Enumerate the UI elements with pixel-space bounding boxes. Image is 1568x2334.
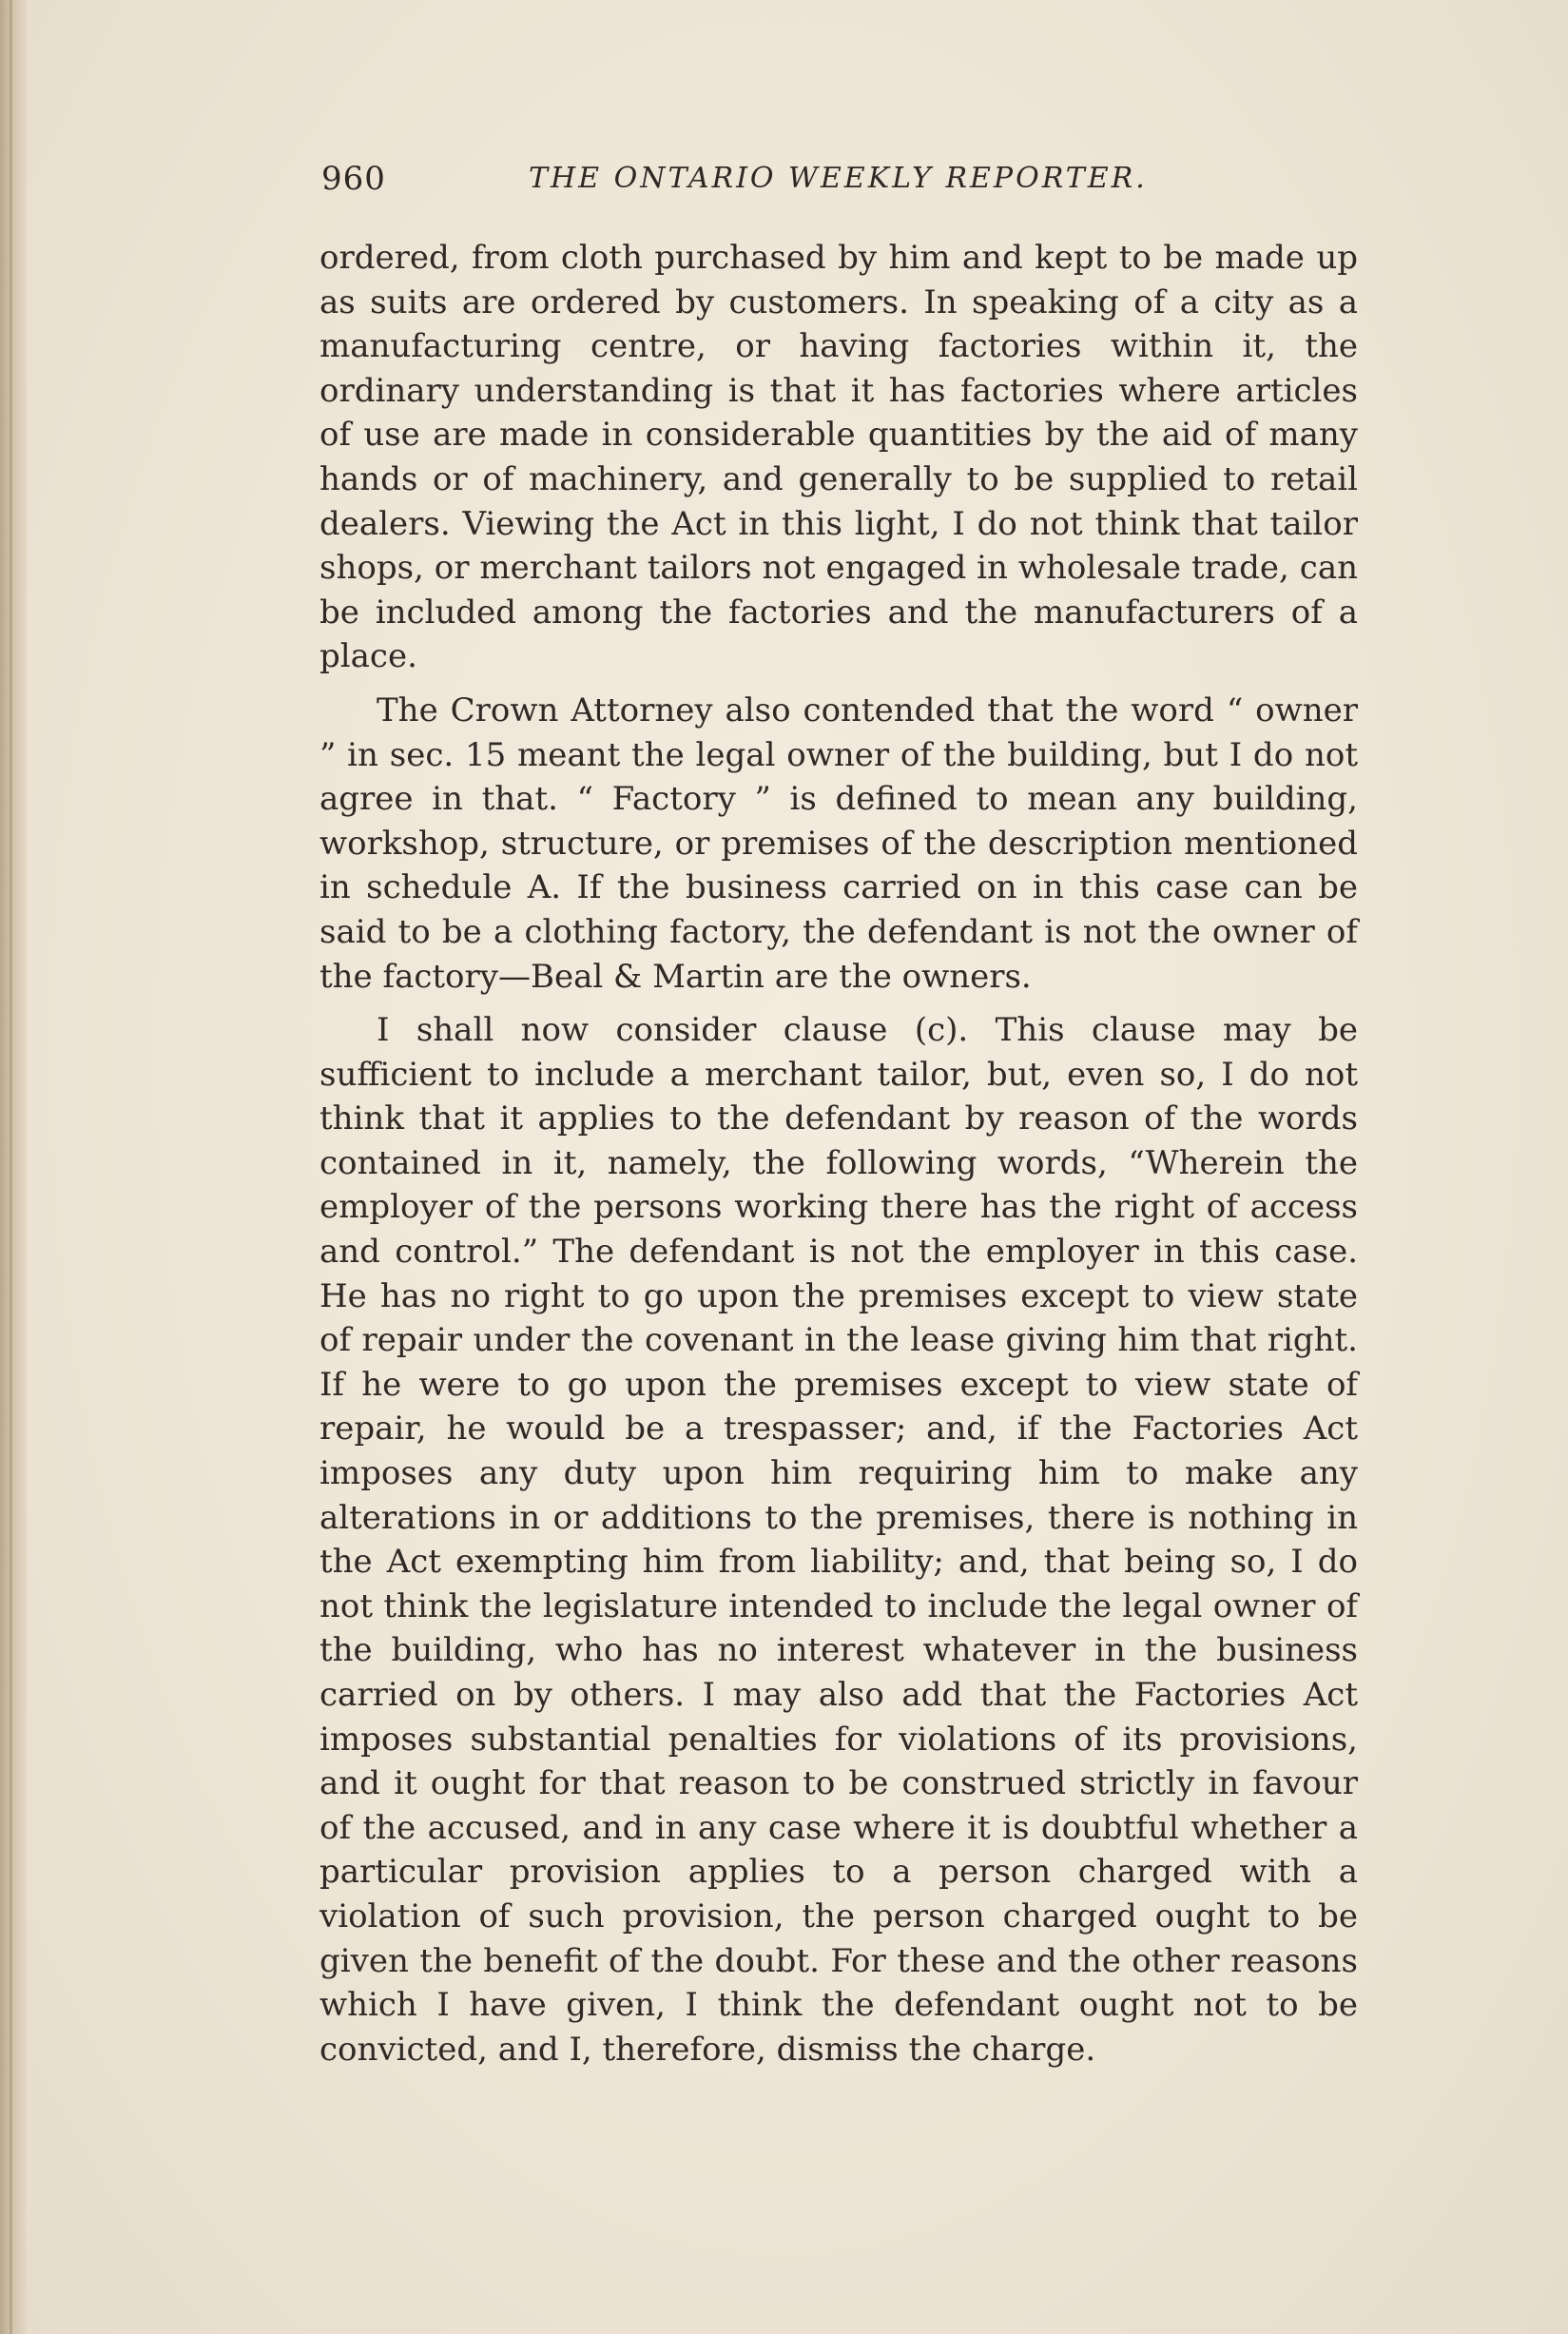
paragraph-1: ordered, from cloth purchased by him and kept to be made up as suits are ordered by customers. In speaking of a city as a manufacturing centre, or having factories within it, the ordinary understanding is that it has factories where articles of use are made in considerable quantities by the aid of many hands or of machinery, and generally to be supplied to retail dealers. Viewing the Act in this light, I do not think that tailor shops, or merchant tailors not engaged in wholesale trade, can be included among the factories and the manufacturers of a place.: [319, 239, 1358, 676]
page-number: 960: [321, 160, 386, 198]
paragraph-2: The Crown Attorney also contended that the word “ owner ” in sec. 15 meant the legal owner of the building, but I do not agree in that. “ Factory ” is defined to mean any building, workshop, structure, or premises of the description mentioned in schedule A. If the business carried on in this case can be said to be a clothing factory, the defendant is not the owner of the factory—Beal & Martin are the owners.: [319, 690, 1358, 996]
page-binding-line: [10, 0, 12, 2334]
running-head: [321, 160, 1358, 207]
paragraph-3: I shall now consider clause (c). This clause may be sufficient to include a merchant tailor, but, even so, I do not think that it applies to the defendant by reason of the words contained in it, namely, the following words, “Wherein the employer of the persons working there has the right of access and control.” The defendant is not the employer in this case. He has no right to go upon the premises except to view state of repair under the covenant in the lease giving him that right. If he were to go upon the premises except to view state of repair, he would be a trespasser; and, if the Factories Act imposes any duty upon him requiring him to make any alterations in or additions to the premises, there is nothing in the Act exempting him from liability; and, that being so, I do not think the legislature intended to include the legal owner of the building, who has no interest whatever in the business carried on by others. I may also add that the Factories Act imposes substantial penalties for violations of its provisions, and it ought for that reason to be construed strictly in favour of the accused, and in any case where it is doubtful whether a particular provision applies to a person charged with a violation of such provision, the person charged ought to be given the benefit of the doubt. For these and the other reasons which I have given, I think the defendant ought not to be convicted, and I, therefore, dismiss the charge.: [319, 1011, 1358, 2069]
journal-title: THE ONTARIO WEEKLY REPORTER.: [529, 162, 1148, 195]
page-binding-edge: [0, 0, 27, 2334]
body-text: [319, 236, 1358, 2071]
